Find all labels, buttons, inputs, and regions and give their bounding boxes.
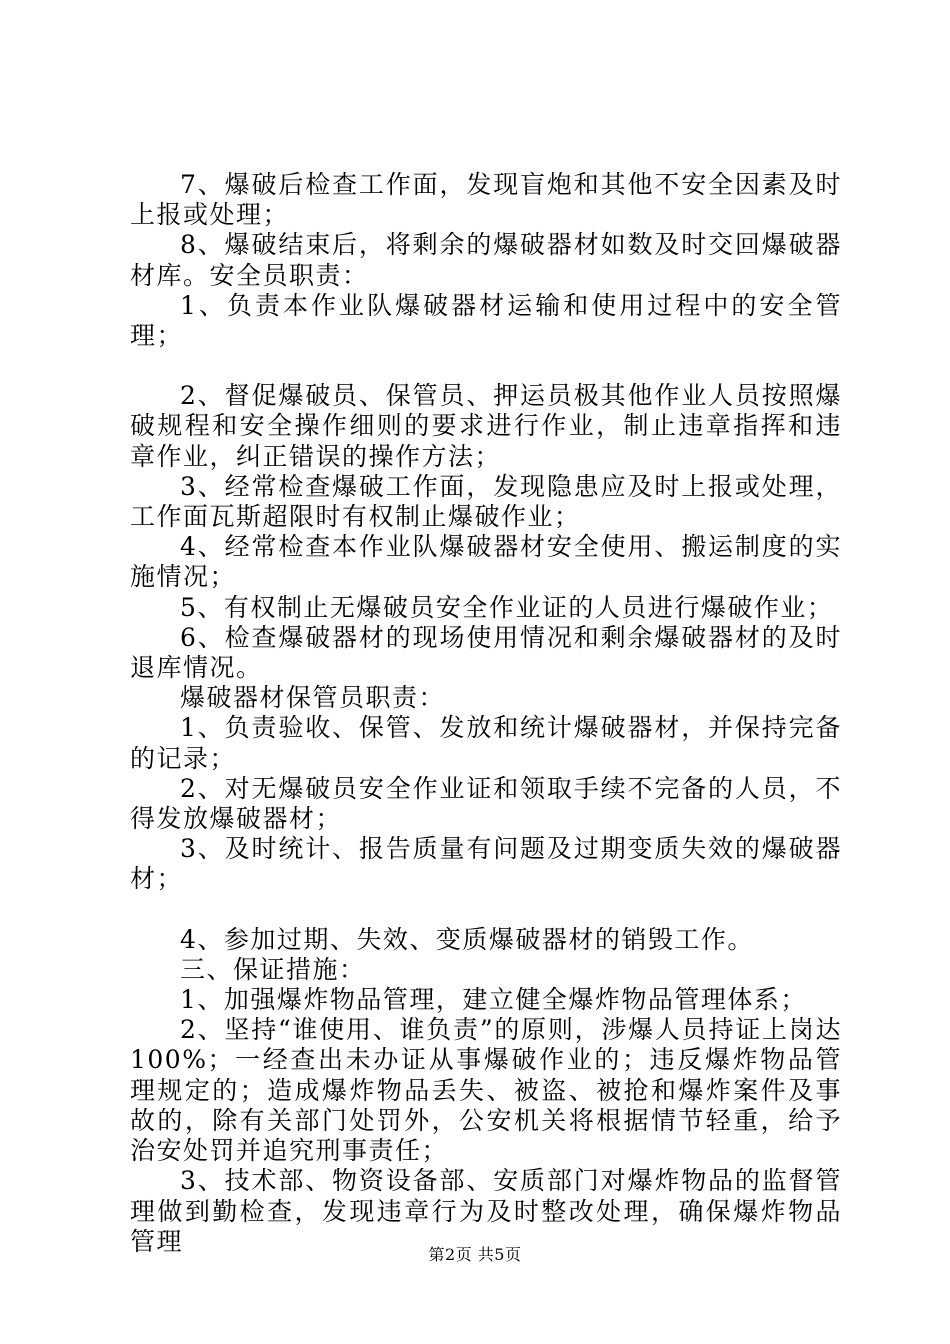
page-footer	[0, 1242, 950, 1265]
paragraph-keeper-2: 2、对无爆破员安全作业证和领取手续不完备的人员，不得发放爆破器材；	[130, 773, 842, 834]
paragraph-safety-5: 5、有权制止无爆破员安全作业证的人员进行爆破作业；	[180, 592, 834, 622]
paragraph-keeper-4: 4、参加过期、失效、变质爆破器材的销毁工作。	[180, 924, 754, 954]
page-number-label: 第2页 共5页	[428, 1245, 522, 1264]
paragraph-safety-6: 6、检查爆破器材的现场使用情况和剩余爆破器材的及时退库情况。	[130, 622, 842, 683]
paragraph-keeper-3: 3、及时统计、报告质量有问题及过期变质失效的爆破器材；	[130, 834, 842, 894]
paragraph-safety-2: 2、督促爆破员、保管员、押运员极其他作业人员按照爆破规程和安全操作细则的要求进行作业，制止违章指挥和违章作业，纠正错误的操作方法；	[130, 381, 842, 471]
paragraph-item-8-return-materials: 8、爆破结束后，将剩余的爆破器材如数及时交回爆破器材库。安全员职责：	[130, 230, 842, 290]
paragraph-safety-4: 4、经常检查本作业队爆破器材安全使用、搬运制度的实施情况；	[130, 532, 842, 592]
section-heading-guarantee-measures: 三、保证措施：	[180, 954, 366, 984]
document-body	[130, 170, 842, 1257]
paragraph-measure-3: 3、技术部、物资设备部、安质部门对爆炸物品的监督管理做到勤检查，发现违章行为及时整改处理，确保爆炸物品管理	[130, 1166, 842, 1256]
paragraph-safety-3: 3、经常检查爆破工作面，发现隐患应及时上报或处理，工作面瓦斯超限时有权制止爆破作业；	[130, 471, 842, 532]
paragraph-measure-2: 2、坚持“谁使用、谁负责”的原则，涉爆人员持证上岗达100%；一经查出未办证从事爆破作业的；违反爆炸物品管理规定的；造成爆炸物品丢失、被盗、被抢和爆炸案件及事故的，除有关部门处罚外，公安机关将根据情节轻重，给予治安处罚并追究刑事责任；	[130, 1015, 842, 1166]
paragraph-keeper-1: 1、负责验收、保管、发放和统计爆破器材，并保持完备的记录；	[130, 713, 842, 773]
section-heading-keeper-duties: 爆破器材保管员职责：	[180, 683, 446, 713]
blank-line	[130, 351, 842, 381]
paragraph-safety-1: 1、负责本作业队爆破器材运输和使用过程中的安全管理；	[130, 290, 842, 351]
paragraph-measure-1: 1、加强爆炸物品管理，建立健全爆炸物品管理体系；	[180, 985, 807, 1015]
paragraph-item-7-blast-inspection: 7、爆破后检查工作面，发现盲炮和其他不安全因素及时上报或处理；	[130, 170, 842, 230]
blank-line	[130, 895, 842, 925]
